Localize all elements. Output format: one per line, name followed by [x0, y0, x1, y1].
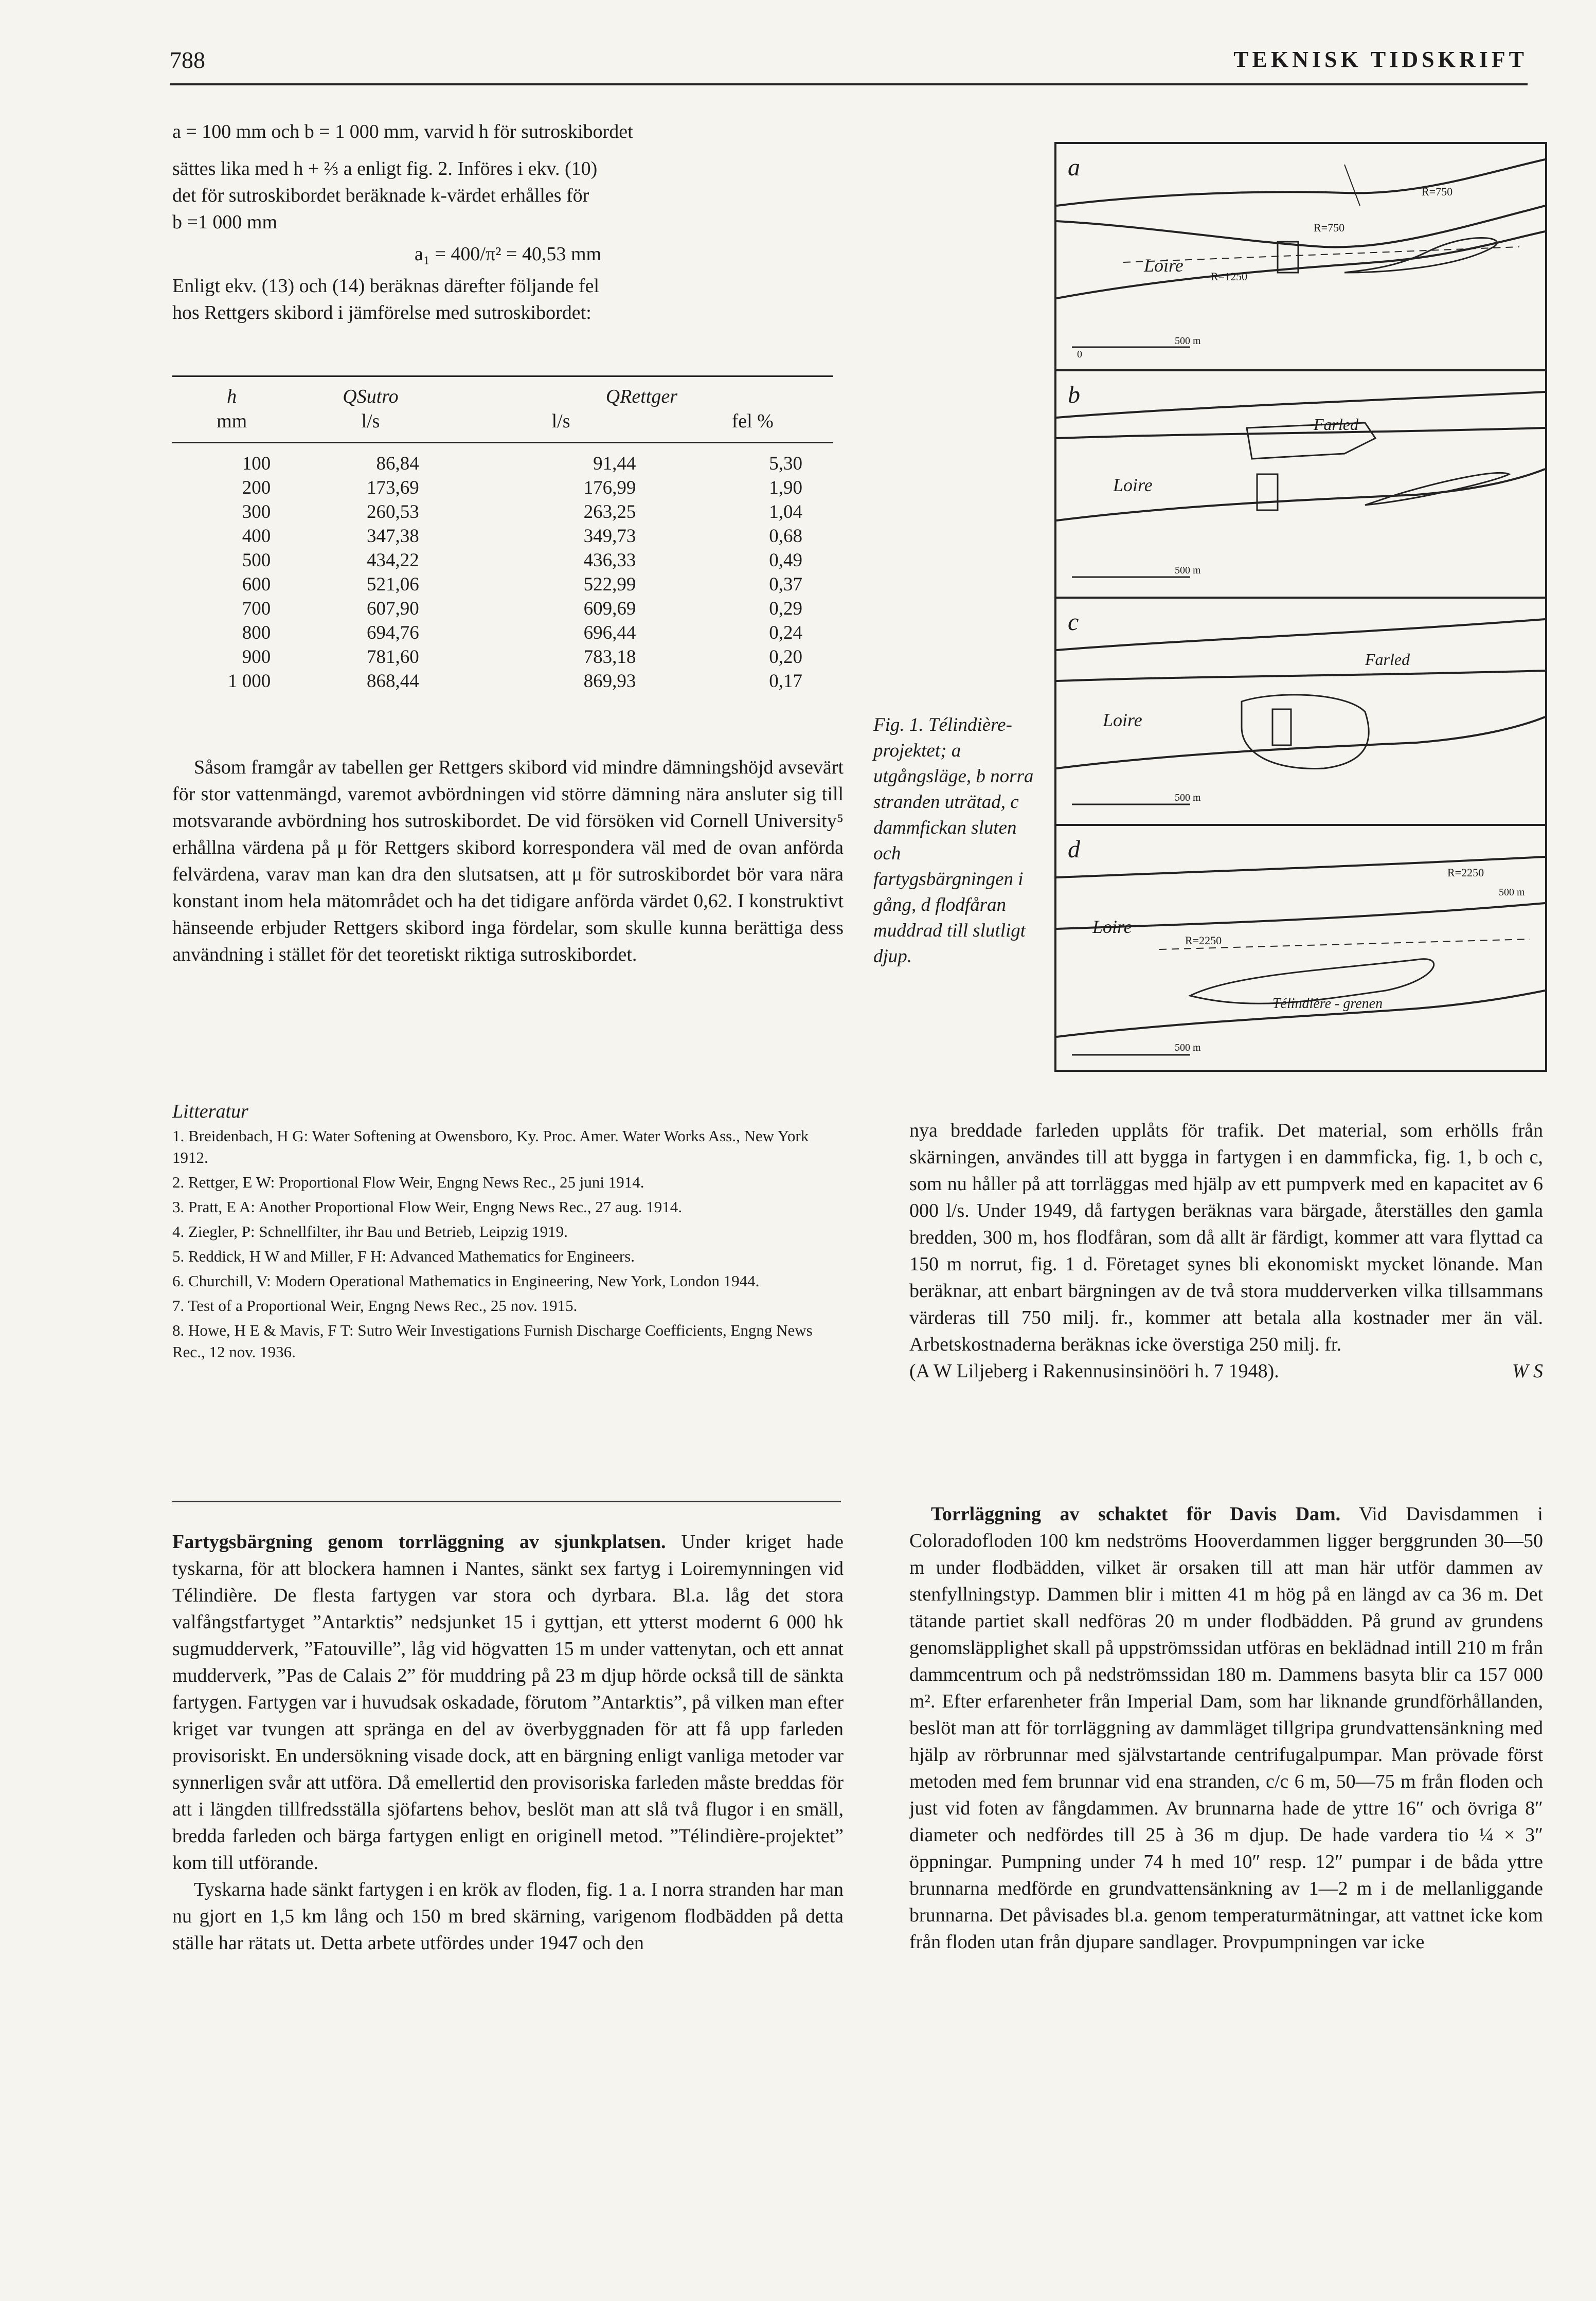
table-body [172, 443, 833, 694]
intro-line: a = 100 mm och b = 1 000 mm, varvid h för sutroskibordet [172, 121, 633, 142]
intro-line: sättes lika med h + ⅔ a enligt fig. 2. Införes i ekv. (10) [172, 158, 598, 179]
river-label: Loire [1092, 916, 1132, 937]
scale-label: 500 m [1175, 565, 1201, 576]
article-credit: (A W Liljeberg i Rakennusinsinööri h. 7 1948). [909, 1360, 1279, 1382]
table-cell: 0,17 [769, 671, 802, 692]
col-qr: QRettger [605, 386, 677, 407]
table-cell: 900 [242, 646, 271, 668]
panel-label: a [1068, 154, 1080, 181]
article-title: Torrläggning av schaktet för Davis Dam. [931, 1503, 1341, 1525]
table-cell: 0,68 [769, 526, 802, 547]
conclusion-paragraph: Såsom framgår av tabellen ger Rettgers skibord vid mindre dämningshöjd avsevärt för stor vattenmängd, varemot avbördningen vid större dämning nära ansluter sig till motsvarande avbördning hos sutroskibordet. De vid försöken vid Cornell University⁵ erhållna värdena på μ för Rettgers skibord korrespondera väl med de ovan anförda felvärdena, varav man kan dra den slutsatsen, att μ för sutroskibordet bör vara nära konstant inom hela mätområdet och ha det tidigare anförda värdet 0,62. I konstruktivt hänseende erbjuder Rettgers skibord inga fördelar, som skulle kunna berättiga dess användning i stället för det teoretiskt riktiga sutroskibordet. [172, 757, 844, 965]
unit-mm: mm [217, 410, 247, 432]
intro-line: det för sutroskibordet beräknade k-värdet erhålles för [172, 185, 589, 206]
unit-fel: fel % [731, 410, 774, 432]
table-row [172, 476, 833, 500]
figure-panel-d [1056, 826, 1545, 1068]
intro-line: Enligt ekv. (13) och (14) beräknas därefter följande fel [172, 275, 600, 297]
table-cell: 1,04 [769, 501, 802, 523]
col-h: h [227, 386, 237, 407]
table-cell: 349,73 [583, 526, 636, 547]
article-salvage [172, 1529, 844, 1956]
table-cell: 0,37 [769, 574, 802, 595]
scale-label: 500 m [1175, 1042, 1201, 1053]
table-row [172, 645, 833, 669]
table-cell: 86,84 [376, 453, 419, 474]
table-cell: 783,18 [583, 646, 636, 668]
table-cell: 0,24 [769, 622, 802, 643]
scale-label: 500 m [1175, 335, 1201, 347]
figure-panel-c [1056, 599, 1545, 826]
table-row [172, 597, 833, 621]
table-cell: 869,93 [583, 671, 636, 692]
intro-line: b =1 000 mm [172, 211, 278, 233]
table-cell: 263,25 [583, 501, 636, 523]
section-divider [172, 1501, 841, 1502]
article-davis [909, 1501, 1543, 1955]
panel-label: b [1068, 381, 1080, 408]
table-cell: 176,99 [583, 477, 636, 498]
table-cell: 607,90 [366, 598, 419, 619]
table-cell: 500 [242, 550, 271, 571]
table-cell: 0,20 [769, 646, 802, 668]
unit-ls: l/s [551, 410, 570, 432]
table-cell: 173,69 [366, 477, 419, 498]
table-row [172, 572, 833, 597]
reference-item: 3. Pratt, E A: Another Proportional Flow Weir, Engng News Rec., 27 aug. 1914. [172, 1198, 683, 1216]
radius-note: R=2250 [1447, 866, 1484, 879]
table-row [172, 524, 833, 548]
page-header [170, 42, 1528, 85]
reference-item: 1. Breidenbach, H G: Water Softening at Owensboro, Ky. Proc. Amer. Water Works Ass., New York 1912. [172, 1127, 809, 1166]
fairway-label: Farled [1365, 650, 1410, 669]
table-cell: 434,22 [366, 550, 419, 571]
article-paragraph: nya breddade farleden upplåts för trafik. Det material, som erhölls från skärningen, användes till att bygga in fartygen i en dammficka, fig. 1, b och c, som nu håller på att torrläggas med hjälp av ett pumpverk med en kapacitet av 6 000 l/s. Under 1949, då fartygen beräknas vara bärgade, återställes den gamla bredden, 300 m, hos flodfåran, som då allt är färdigt, kommer att vara flyttad ca 150 m norrut, fig. 1 d. Företaget synes bli ekonomiskt mycket lönande. Man beräknar, att enbart bärgningen av de två stora mudderverken vilka tillsammans värderas till 750 milj. fr., kommer att betala alla kostnader mer än väl. Arbetskostnaderna beräknas icke överstiga 250 milj. fr. [909, 1120, 1543, 1355]
table-cell: 781,60 [366, 646, 419, 668]
table-cell: 700 [242, 598, 271, 619]
table-cell: 91,44 [593, 453, 636, 474]
reference-item: 7. Test of a Proportional Weir, Engng News Rec., 25 nov. 1915. [172, 1297, 578, 1315]
radius-note: R=750 [1422, 185, 1453, 198]
results-table [172, 375, 833, 693]
article-title: Fartygsbärgning genom torrläggning av sjunkplatsen. [172, 1531, 666, 1553]
table-row [172, 548, 833, 572]
reference-item: 6. Churchill, V: Modern Operational Mathematics in Engineering, New York, London 1944. [172, 1272, 760, 1290]
table-cell: 260,53 [366, 501, 419, 523]
table-cell: 694,76 [366, 622, 419, 643]
radius-note: R=750 [1314, 221, 1345, 234]
table-cell: 1,90 [769, 477, 802, 498]
reference-item: 5. Reddick, H W and Miller, F H: Advanced Mathematics for Engineers. [172, 1247, 635, 1265]
table-cell: 347,38 [366, 526, 419, 547]
river-label: Loire [1113, 475, 1153, 495]
table-cell: 1 000 [228, 671, 271, 692]
table-cell: 609,69 [583, 598, 636, 619]
journal-title: TEKNISK TIDSKRIFT [1233, 47, 1528, 72]
panel-label: d [1068, 836, 1080, 863]
intro-line: hos Rettgers skibord i jämförelse med sutroskibordet: [172, 302, 591, 323]
table-cell: 300 [242, 501, 271, 523]
article-signature: W S [1512, 1360, 1543, 1382]
table-cell: 400 [242, 526, 271, 547]
figure-1 [1054, 142, 1547, 1072]
table-cell: 696,44 [583, 622, 636, 643]
scale-label: 500 m [1175, 792, 1201, 803]
article-paragraph: Vid Davisdammen i Coloradofloden 100 km nedströms Hooverdammen ligger berggrunden 30—50 m under flodbädden, vilket är orsaken till att man här utför dammen av stenfyllningstyp. Dammen blir i mitten 41 m hög på en längd av ca 36 m. Det tätande partiet skall nedföras 20 m under flodbädden. På grund av grundens genomsläpplighet skall på uppströmssidan utföras en beklädnad intill 210 m från dammcentrum och på nedströmssidan 180 m. Dammens basyta blir ca 157 000 m². Efter erfarenheter från Imperial Dam, som har liknande grundförhållanden, beslöt man att för torrläggning av dammläget tillgripa grundvattensänkning med hjälp av rörbrunnar med självstartande centrifugalpumpar. Man prövade först metoden med fem brunnar vid ena stranden, c/c 6 m, 50—75 m från floden och just vid foten av fångdammen. Av brunnarna hade de yttre 16″ och övriga 8″ diameter och nedfördes till 25 à 36 m djup. De hade vardera tio ¼ × 3″ öppningar. Pumpning under 74 h med 10″ resp. 12″ pumpar i de båda yttre brunnarna medförde en grundvattensänkning av 1—2 m i de mellanliggande brunnarna. Det påvisades bl.a. genom temperaturmätningar, att vattnet icke kom från floden utan från djupare sandlager. Provpumpningen var icke [909, 1503, 1543, 1953]
references [172, 1101, 841, 1366]
distance-note: 500 m [1499, 887, 1525, 898]
unit-ls: l/s [361, 410, 380, 432]
table-row [172, 443, 833, 476]
river-label: Loire [1144, 255, 1183, 276]
page-number: 788 [170, 47, 205, 73]
table-cell: 200 [242, 477, 271, 498]
col-qs: QSutro [343, 386, 399, 407]
conclusion-block [172, 754, 844, 968]
figure-caption: Fig. 1. Télindière-projektet; a utgångsläge, b norra stranden uträtad, c dammfickan sluten och fartygsbärgningen i gång, d flodfåran muddrad till slutligt djup. [873, 714, 1034, 967]
equation: a₁ = 400/π² = 40,53 mm [414, 243, 602, 265]
figure-panel-b [1056, 371, 1545, 599]
reference-item: 8. Howe, H E & Mavis, F T: Sutro Weir Investigations Furnish Discharge Coefficients, Engng News Rec., 12 nov. 1936. [172, 1321, 813, 1361]
table-cell: 0,49 [769, 550, 802, 571]
table-cell: 5,30 [769, 453, 802, 474]
figure-panel-a: a Loire R=750 R=750 R=1250 0 500 m [1056, 144, 1545, 371]
table-cell: 600 [242, 574, 271, 595]
table-row [172, 500, 833, 524]
table-cell: 436,33 [583, 550, 636, 571]
table-cell: 521,06 [366, 574, 419, 595]
fairway-label: Farled [1314, 415, 1359, 434]
table-cell: 800 [242, 622, 271, 643]
channel-label: Télindière - grenen [1272, 996, 1383, 1012]
table-row [172, 621, 833, 645]
reference-item: 4. Ziegler, P: Schnellfilter, ihr Bau und Betrieb, Leipzig 1919. [172, 1223, 568, 1241]
table-cell: 522,99 [583, 574, 636, 595]
table-cell: 0,29 [769, 598, 802, 619]
panel-label: c [1068, 608, 1079, 636]
intro-text [172, 118, 844, 326]
table-cell: 100 [242, 453, 271, 474]
table-cell: 868,44 [366, 671, 419, 692]
article-paragraph: Tyskarna hade sänkt fartygen i en krök av floden, fig. 1 a. I norra stranden har man nu gjort en 1,5 km lång och 150 m bred skärning, varigenom flodbädden på detta ställe har rätats ut. Detta arbete utfördes under 1947 och den [172, 1879, 844, 1954]
table-row [172, 669, 833, 693]
river-label: Loire [1103, 710, 1142, 730]
references-heading: Litteratur [172, 1101, 248, 1122]
radius-note: R=1250 [1211, 270, 1248, 283]
radius-note: R=2250 [1185, 934, 1222, 947]
reference-item: 2. Rettger, E W: Proportional Flow Weir, Engng News Rec., 25 juni 1914. [172, 1173, 644, 1191]
article-paragraph: Under kriget hade tyskarna, för att blockera hamnen i Nantes, sänkt sex fartyg i Loiremynningen vid Télindière. De flesta fartygen var stora och dyrbara. Bl.a. låg det stora valfångstfartyget ”Antarktis” nedsjunket 15 i gyttjan, ett ytterst modernt 6 000 hk sugmudderverk, ”Fatouville”, låg vid högvatten 15 m under vattenytan, och ett annat mudderverk, ”Pas de Calais 2” för muddring på 23 m djup hörde också till de sänkta fartygen. Fartygen var i huvudsak oskadade, förutom ”Antarktis”, på vilken man efter kriget var tvungen att spränga en del av överbyggnaden för att få upp farleden provisoriskt. En undersökning visade dock, att en bärgning enligt vanliga metoder var synnerligen svår att utföra. Då emellertid den provisoriska farleden måste breddas för att i längden tillfredsställa sjöfartens behov, beslöt man att slå två flugor i en smäll, bredda farleden och bärga fartygen enligt en originell metod. ”Télindière-projektet” kom till utförande. [172, 1531, 844, 1874]
article-salvage-cont [909, 1117, 1543, 1385]
